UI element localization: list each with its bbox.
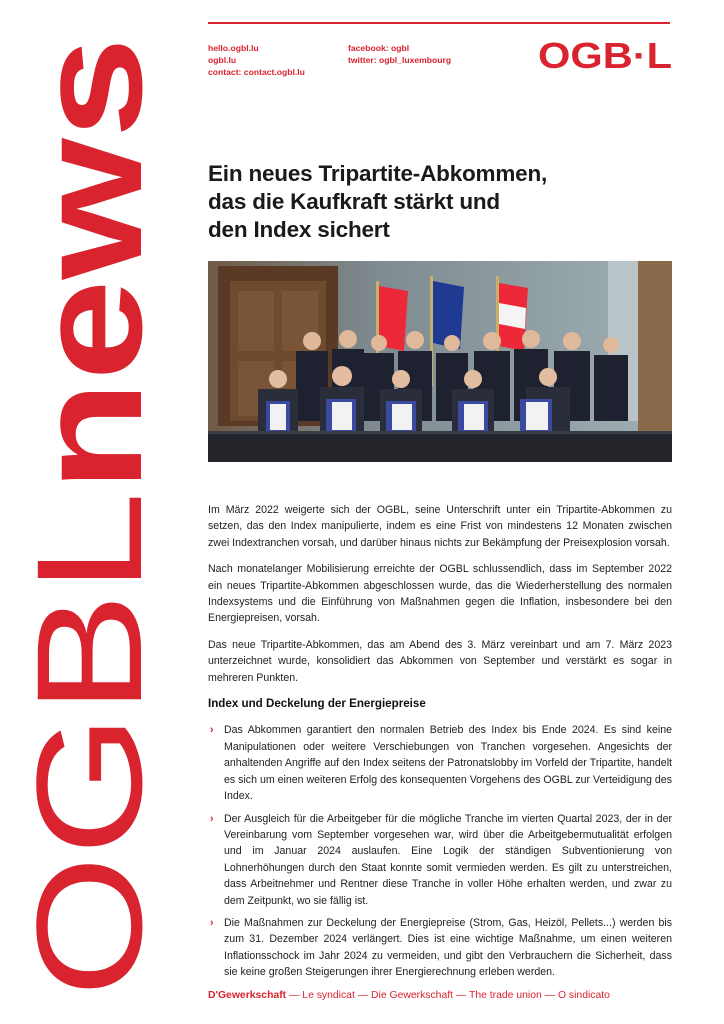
footer-rest: — Le syndicat — Die Gewerkschaft — The trade union — O sindicato	[286, 990, 610, 1001]
article-paragraph: Im März 2022 weigerte sich der OGBL, seine Unterschrift unter ein Tripartite-Abkommen zu setzen, das den Index manipulierte, indem es eine Frist von mindestens 12 Monaten zwischen zwei Indextranchen vorsah, und darüber hinaus nichts zur Bekämpfung der Preisexplosion vorsah.	[208, 504, 672, 549]
contact-column-2	[348, 42, 451, 66]
ogbl-logo	[538, 34, 672, 74]
headline-line-2: das die Kaufkraft stärkt und	[208, 189, 500, 214]
list-item	[208, 915, 672, 981]
brand-vertical-text: OGBLnews	[5, 116, 173, 997]
signing-ceremony-photo	[208, 261, 672, 462]
website-link[interactable]: ogbl.lu	[208, 55, 237, 65]
top-rule	[208, 22, 670, 24]
list-item-text: Die Maßnahmen zur Deckelung der Energiepreise (Strom, Gas, Heizöl, Pellets...) werden bis zum 31. Dezember 2024 verlängert. Dies ist eine wichtige Maßnahme, um einen weiteren Inflationsschock im Jahr 2024 zu vermeiden, und gibt den Verbrauchern die Sicherheit, dass sie keine großen Steigerungen ihrer Energierechnung erleben werden.	[224, 916, 672, 979]
footer-lead: D'Gewerkschaft	[208, 990, 287, 1001]
page-headline	[208, 160, 668, 244]
logo-text: OGB·L	[538, 35, 672, 76]
list-item	[208, 811, 672, 909]
contact-column-1	[208, 42, 305, 78]
bullet-chevron-icon: ›	[210, 724, 214, 737]
vertical-brand-wordmark	[5, 22, 173, 997]
article-body	[208, 502, 672, 987]
headline-line-3: den Index sichert	[208, 217, 390, 242]
contact-link[interactable]: contact: contact.ogbl.lu	[208, 67, 305, 77]
bullet-chevron-icon: ›	[210, 812, 214, 825]
article-paragraph: Das neue Tripartite-Abkommen, das am Abend des 3. März vereinbart und am 7. März 2023 unterzeichnet wurde, konsolidiert das Abkommen von September und verstärkt es sogar in mehreren Punkten.	[208, 638, 672, 684]
headline-line-1: Ein neues Tripartite-Abkommen,	[208, 161, 548, 186]
list-item-text: Der Ausgleich für die Arbeitgeber für die mögliche Tranche im vierten Quartal 2023, der in der Vereinbarung vom September vorgesehen war, wird über die Arbeitgebermutualität erfolgen und im Januar 2024 auslaufen. Eine Logik der ständigen Subventionierung von Lohnerhöhungen durch den Staat konnte somit vermieden werden. Es gilt zu unterstreichen, dass Arbeitnehmer und Rentner diese Tranche in voller Höhe erhalten werden, und zwar zu dem Zeitpunkt, wo sie fällig ist.	[224, 812, 672, 907]
section-title: Index und Deckelung der Energiepreise	[208, 697, 426, 711]
article-paragraph: Nach monatelanger Mobilisierung erreichte der OGBL schlussendlich, dass im September 2022 ein neues Tripartite-Abkommen abgeschlossen wurde, das die Wiederherstellung des normalen Indexsystems und die Einführung von Maßnahmen gegen die Inflation, insbesondere bei den Energiepreisen, vorsah.	[208, 563, 672, 625]
facebook-link[interactable]: facebook: ogbl	[348, 43, 410, 53]
list-item-text: Das Abkommen garantiert den normalen Betrieb des Index bis Ende 2024. Es sind keine Manipulationen oder weitere Verschiebungen von Tranchen vorgesehen. Angesichts der anhaltenden Angriffe auf den Index seitens der Patronatslobby im Vorfeld der Tripartite, handelt es sich um einen weiteren Erfolg des konsequenten Vorgehens des OGBL zur Verteidigung des Index.	[224, 724, 672, 803]
twitter-link[interactable]: twitter: ogbl_luxembourg	[348, 55, 452, 65]
list-item	[208, 722, 672, 804]
bullet-chevron-icon: ›	[210, 916, 214, 929]
email-link[interactable]: hello.ogbl.lu	[208, 43, 259, 53]
bullet-list	[208, 722, 672, 980]
footer-tagline	[208, 990, 678, 1001]
